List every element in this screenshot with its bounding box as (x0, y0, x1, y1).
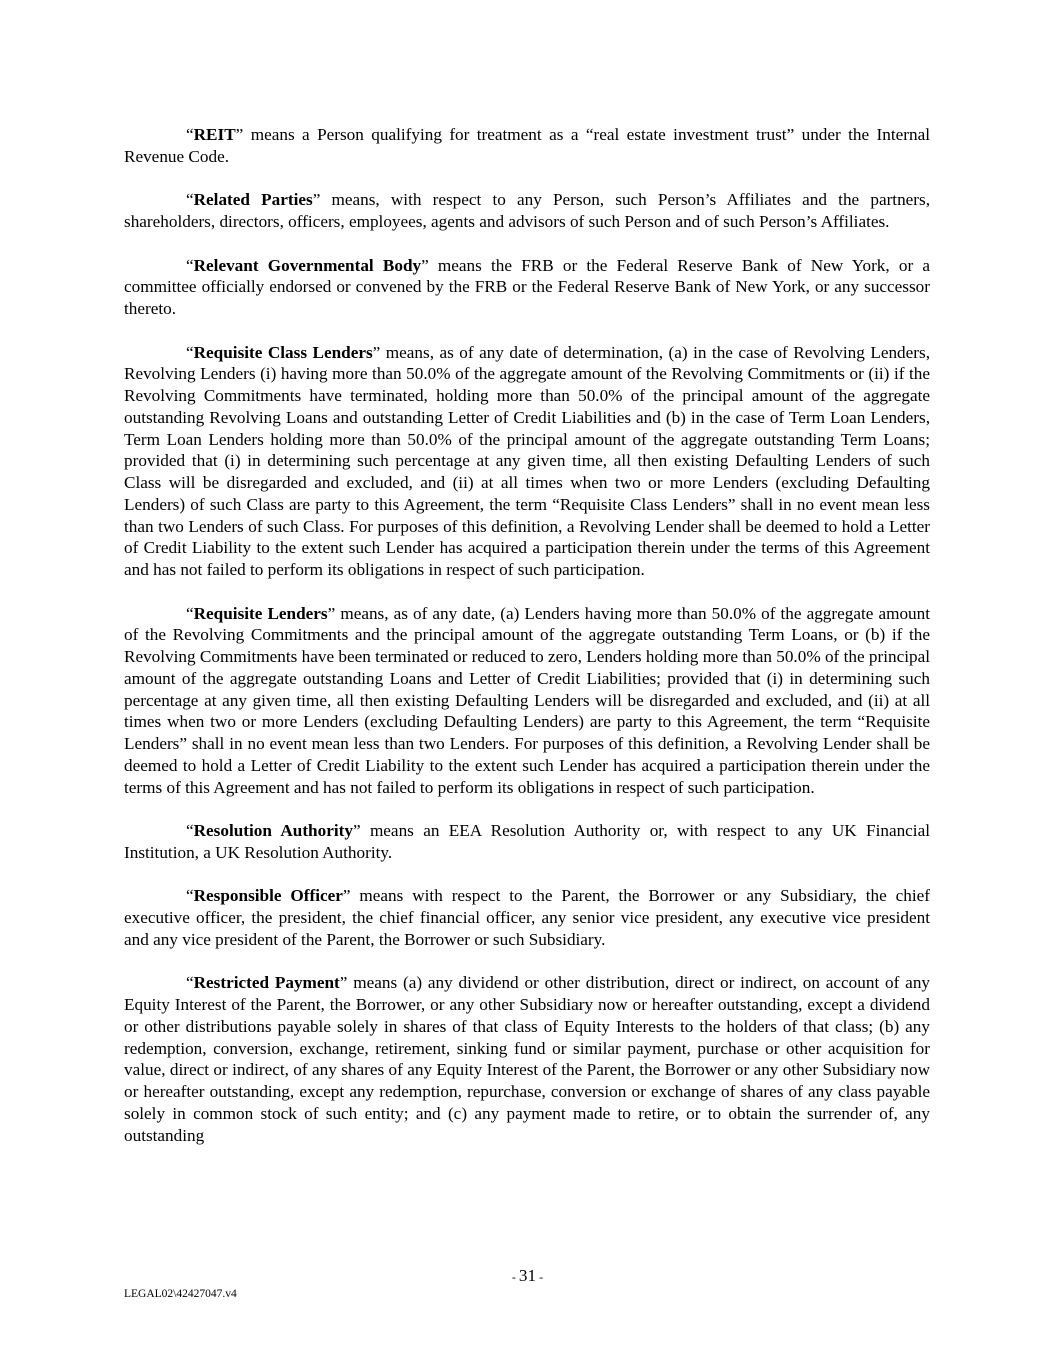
definition-reit: “REIT” means a Person qualifying for treatment as a “real estate investment trust” under the Internal Revenue Code. (124, 125, 930, 166)
defined-term: Resolution Authority (193, 821, 353, 840)
document-id: LEGAL02\42427047.v4 (124, 1288, 237, 1300)
definitions-body (124, 124, 930, 1168)
definition-resolution-authority: “Resolution Authority” means an EEA Resolution Authority or, with respect to any UK Financial Institution, a UK Resolution Authority. (124, 821, 930, 862)
definition-text: means an EEA Resolution Authority or, with respect to any UK Financial Institution, a UK Resolution Authority. (124, 821, 930, 862)
defined-term: Requisite Class Lenders (193, 342, 373, 362)
page-number-value: 31 (518, 1266, 537, 1285)
definition-text: means, as of any date of determination, (a) in the case of Revolving Lenders, Revolving Lenders (i) having more than 50.0% of the aggregate amount of the Revolving Commitments or (ii) if the Revolving Commitments have terminated, holding more than 50.0% of the principal amount of the aggregate outstanding Revolving Loans and outstanding Letter of Credit Liabilities and (b) in the case of Term Loan Lenders, Term Loan Lenders holding more than 50.0% of the principal amount of the aggregate outstanding Term Loans; provided that (i) in determining such percentage at any given time, all then existing Defaulting Lenders of such Class will be disregarded and excluded, and (ii) at all times when two or more Lenders (excluding Defaulting Lenders) of such Class are party to this Agreement, the term “Requisite Class Lenders” shall in no event mean less than two Lenders of such Class. For purposes of this definition, a Revolving Lender shall be deemed to hold a Letter of Credit Liability to the extent such Lender has acquired a participation therein under the terms of this Agreement and has not failed to perform its obligations in respect of such participation. (124, 342, 930, 579)
definition-requisite-class-lenders: “Requisite Class Lenders” means, as of any date of determination, (a) in the case of Revolving Lenders, Revolving Lenders (i) having more than 50.0% of the aggregate amount of the Revolving Commitments or (ii) if the Revolving Commitments have terminated, holding more than 50.0% of the principal amount of the aggregate outstanding Revolving Loans and outstanding Letter of Credit Liabilities and (b) in the case of Term Loan Lenders, Term Loan Lenders holding more than 50.0% of the principal amount of the aggregate outstanding Term Loans; provided that (i) in determining such percentage at any given time, all then existing Defaulting Lenders of such Class will be disregarded and excluded, and (ii) at all times when two or more Lenders (excluding Defaulting Lenders) of such Class are party to this Agreement, the term “Requisite Class Lenders” shall in no event mean less than two Lenders of such Class. For purposes of this definition, a Revolving Lender shall be deemed to hold a Letter of Credit Liability to the extent such Lender has acquired a participation therein under the terms of this Agreement and has not failed to perform its obligations in respect of such participation. (124, 342, 930, 579)
definition-requisite-lenders: “Requisite Lenders” means, as of any date, (a) Lenders having more than 50.0% of the aggregate amount of the Revolving Commitments and the principal amount of the aggregate outstanding Term Loans, or (b) if the Revolving Commitments have been terminated or reduced to zero, Lenders holding more than 50.0% of the principal amount of the aggregate outstanding Loans and Letter of Credit Liabilities; provided that (i) in determining such percentage at any given time, all then existing Defaulting Lenders will be disregarded and excluded, and (ii) at all times when two or more Lenders (excluding Defaulting Lenders) are party to this Agreement, the term “Requisite Lenders” shall in no event mean less than two Lenders. For purposes of this definition, a Revolving Lender shall be deemed to hold a Letter of Credit Liability to the extent such Lender has acquired a participation therein under the terms of this Agreement and has not failed to perform its obligations in respect of such participation. (124, 603, 931, 797)
defined-term: Relevant Governmental Body (193, 255, 422, 275)
defined-term: Requisite Lenders (193, 603, 328, 623)
definition-relevant-governmental-body: “Relevant Governmental Body” means the FRB or the Federal Reserve Bank of New York, or a committee officially endorsed or convened by the FRB or the Federal Reserve Bank of New York, or any successor thereto. (124, 255, 930, 318)
defined-term: REIT (193, 125, 236, 144)
definition-text: means the FRB or the Federal Reserve Bank of New York, or a committee officially endorsed or convened by the FRB or the Federal Reserve Bank of New York, or any successor thereto. (124, 255, 930, 318)
definition-text: means, with respect to any Person, such Person’s Affiliates and the partners, shareholders, directors, officers, employees, agents and advisors of such Person and of such Person’s Affiliates. (124, 190, 931, 231)
definition-text: means, as of any date, (a) Lenders having more than 50.0% of the aggregate amount of the Revolving Commitments and the principal amount of the aggregate outstanding Term Loans, or (b) if the Revolving Commitments have been terminated or reduced to zero, Lenders holding more than 50.0% of the principal amount of the aggregate outstanding Loans and Letter of Credit Liabilities; provided that (i) in determining such percentage at any given time, all then existing Defaulting Lenders will be disregarded and excluded, and (ii) at all times when two or more Lenders (excluding Defaulting Lenders) are party to this Agreement, the term “Requisite Lenders” shall in no event mean less than two Lenders. For purposes of this definition, a Revolving Lender shall be deemed to hold a Letter of Credit Liability to the extent such Lender has acquired a participation therein under the terms of this Agreement and has not failed to perform its obligations in respect of such participation. (124, 603, 931, 797)
definition-text: means a Person qualifying for treatment as a “real estate investment trust” under the Internal Revenue Code. (124, 125, 930, 166)
definition-restricted-payment: “Restricted Payment” means (a) any dividend or other distribution, direct or indirect, on account of any Equity Interest of the Parent, the Borrower, or any other Subsidiary now or hereafter outstanding, except a dividend or other distributions payable solely in shares of that class of Equity Interests to the holders of that class; (b) any redemption, conversion, exchange, retirement, sinking fund or similar payment, purchase or other acquisition for value, direct or indirect, of any shares of any Equity Interest of the Parent, the Borrower or any other Subsidiary now or hereafter outstanding, except any redemption, repurchase, conversion or exchange of shares of any class payable solely in common stock of such entity; and (c) any payment made to retire, or to obtain the surrender of, any outstanding (124, 973, 931, 1145)
definition-related-parties: “Related Parties” means, with respect to any Person, such Person’s Affiliates and the partners, shareholders, directors, officers, employees, agents and advisors of such Person and of such Person’s Affiliates. (124, 190, 931, 231)
defined-term: Restricted Payment (193, 973, 340, 993)
defined-term: Related Parties (193, 190, 313, 210)
definition-text: means (a) any dividend or other distribution, direct or indirect, on account of any Equity Interest of the Parent, the Borrower, or any other Subsidiary now or hereafter outstanding, except a dividend or other distributions payable solely in shares of that class of Equity Interests to the holders of that class; (b) any redemption, conversion, exchange, retirement, sinking fund or similar payment, purchase or other acquisition for value, direct or indirect, of any shares of any Equity Interest of the Parent, the Borrower or any other Subsidiary now or hereafter outstanding, except any redemption, repurchase, conversion or exchange of shares of any class payable solely in common stock of such entity; and (c) any payment made to retire, or to obtain the surrender of, any outstanding (124, 973, 931, 1145)
definition-responsible-officer: “Responsible Officer” means with respect to the Parent, the Borrower or any Subsidiary, the chief executive officer, the president, the chief financial officer, any senior vice president, any executive vice president and any vice president of the Parent, the Borrower or such Subsidiary. (124, 886, 930, 949)
definition-text: means with respect to the Parent, the Borrower or any Subsidiary, the chief executive officer, the president, the chief financial officer, any senior vice president, any executive vice president and any vice president of the Parent, the Borrower or such Subsidiary. (124, 886, 930, 949)
page-number: - 31 - (511, 1266, 544, 1285)
defined-term: Responsible Officer (193, 886, 343, 906)
